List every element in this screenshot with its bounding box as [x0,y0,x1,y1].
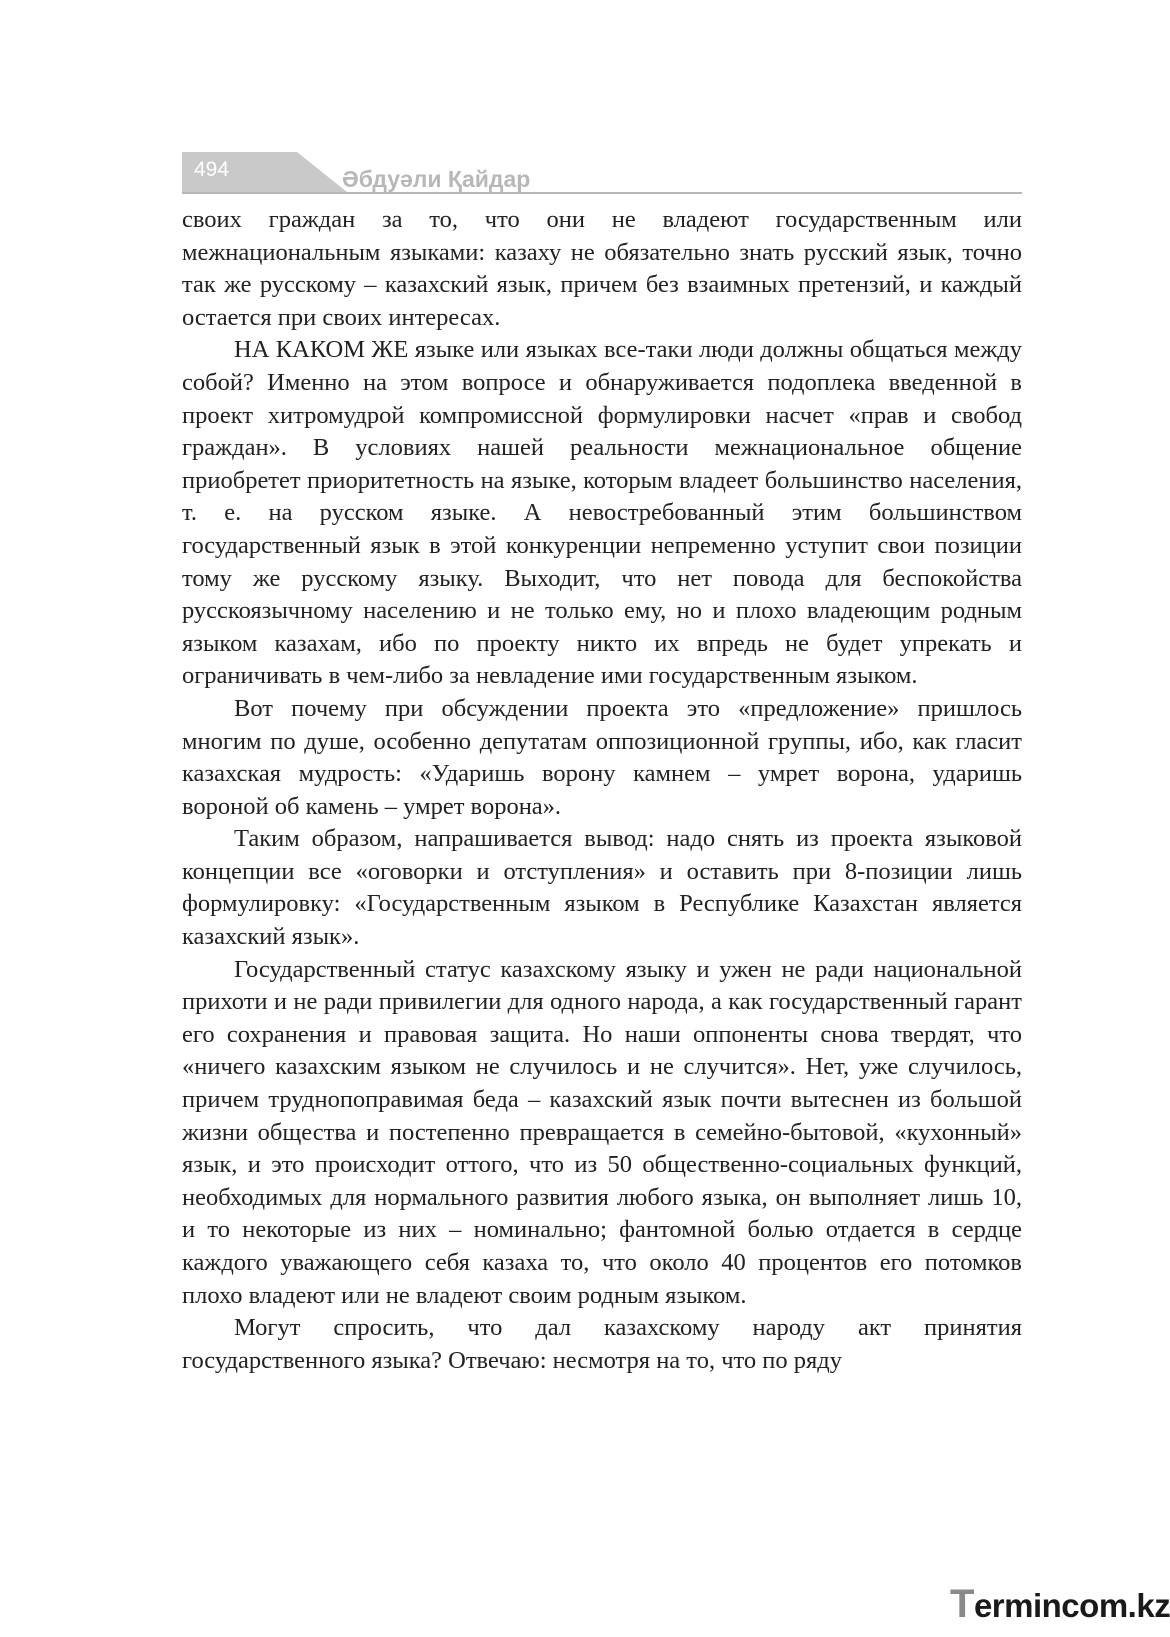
watermark-o-glyph: o [1079,1587,1099,1624]
watermark-t-glyph: T [950,1582,974,1626]
watermark-text-b: m.kz [1098,1587,1170,1624]
page-number-tab [182,152,277,192]
page-header [182,152,1022,194]
paragraph: Таким образом, напрашивается вывод: надо снять из проекта языковой концепции все «оговорки и отступления» и оставить при 8-позиции лишь формулировку: «Государственным языком в Республике Казахстан является казахский язык». [182,825,1022,951]
watermark-logo [950,1582,1170,1627]
watermark-text-a: erminc [973,1587,1080,1624]
paragraph-last: Могут спросить, что дал казахскому народу акт принятия государственного языка? Отвечаю: несмотря на то, что по ряду [182,1314,1022,1374]
paragraph-continued: своих граждан за то, что они не владеют государственным или межнациональным языками: казаху не обязательно знать русский язык, точно так же русскому – казахский язык, причем без взаимных претензий, и каждый остается при своих интересах. [182,206,1022,331]
paragraph: Государственный статус казахскому языку и ужен не ради национальной прихоти и не ради привилегии для одного народа, а как государственный гарант его сохранения и правовая защита. Но наши оппоненты снова твердят, что «ничего казахским языком не случилось и не случится». Нет, уже случилось, причем труднопоправимая беда – казахский язык почти вытеснен из большой жизни общества и постепенно превращается в семейно-бытовой, «кухонный» язык, и это происходит оттого, что из 50 общественно-социальных функций, необходимых для нормального развития любого языка, он выполняет лишь 10, и то некоторые из них – номинально; фантомной болью отдается в сердце каждого уважающего себя казаха то, что около 40 процентов его потомков плохо владеют или не владеют своим родным языком. [182,955,1022,1309]
page-number: 494 [194,158,230,181]
header-rule [182,192,1022,194]
paragraph: Вот почему при обсуждении проекта это «предложение» пришлось многим по душе, особенно депутатам оппозиционной группы, ибо, как гласит казахская мудрость: «Ударишь ворону камнем – умрет ворона, ударишь вороной об камень – умрет ворона». [182,694,1022,820]
header-wedge-decoration [277,152,347,192]
running-head-author: Әбдуәли Қайдар [342,166,531,192]
paragraph: НА КАКОМ ЖЕ языке или языках все-таки люди должны общаться между собой? Именно на этом вопросе и обнаруживается подоплека введенной в проект хитромудрой компромиссной формулировки насчет «прав и свобод граждан». В условиях нашей реальности межнациональное общение приобретет приоритетность на языке, которым владеет большинство населения, т. е. на русском языке. А невостребованный этим большинством государственный язык в этой конкуренции непременно уступит свои позиции тому же русскому языку. Выходит, что нет повода для беспокойства русскоязычному населению и не только ему, но и плохо владеющим родным языком казахам, ибо по проекту никто их впредь не будет упрекать и ограничивать в чем-либо за невладение ими государственным языком. [182,336,1022,690]
body-text [182,204,1022,1377]
